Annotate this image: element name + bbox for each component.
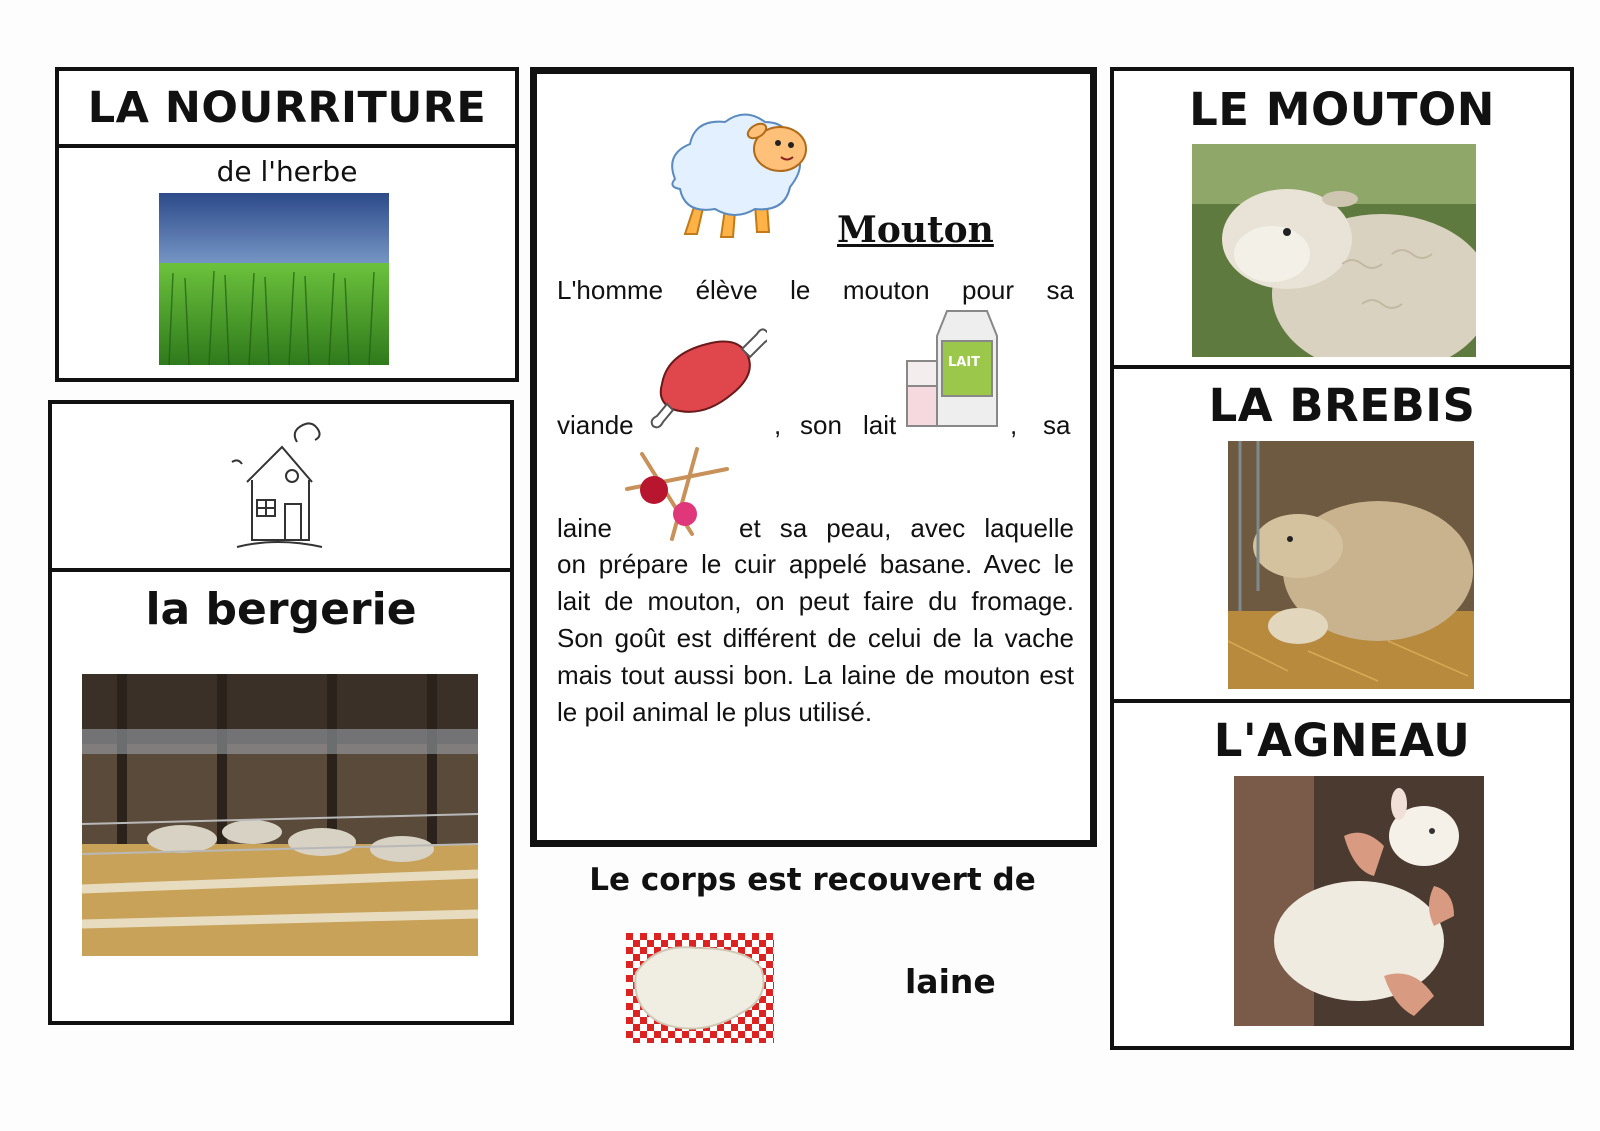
text-line-1 [557, 272, 1074, 309]
ewe-photo [1228, 441, 1474, 689]
line3-rest: et sa peau, avec laquelle [739, 513, 1074, 543]
word-laine: laine [557, 513, 612, 543]
barn-separator [52, 568, 510, 572]
agneau-title: L'AGNEAU [1213, 714, 1471, 767]
corps-caption: Le corps est recouvert de [589, 862, 1036, 898]
word-viande: viande [557, 410, 634, 440]
food-title: LA NOURRITURE [59, 71, 515, 148]
milk-carton-icon [902, 306, 1002, 431]
comma: , [1010, 410, 1018, 440]
meat-icon [647, 324, 767, 429]
word-lait: lait [863, 410, 897, 440]
word: élève [695, 275, 758, 305]
right-separator-2 [1114, 699, 1570, 703]
center-title: Mouton [837, 209, 994, 251]
grass-field-photo [159, 193, 389, 365]
comma: , [774, 410, 782, 440]
right-separator-1 [1114, 365, 1570, 369]
brebis-title: LA BREBIS [1208, 379, 1476, 432]
lamb-photo [1234, 776, 1484, 1026]
word: sa [1046, 275, 1074, 305]
barn-card [48, 400, 514, 1025]
svg-text:LAIT: LAIT [948, 355, 981, 370]
word: pour [962, 275, 1015, 305]
food-subtitle: de l'herbe [216, 155, 358, 188]
wool-yarn-icon [622, 444, 732, 544]
house-drawing-icon [227, 412, 327, 558]
barn-label: la bergerie [145, 584, 417, 635]
word: mouton [842, 275, 930, 305]
sheepfold-photo [82, 674, 478, 956]
mouton-title: LE MOUTON [1189, 83, 1495, 136]
center-text-card [530, 67, 1097, 847]
word-sa: sa [1043, 410, 1071, 440]
wool-photo [626, 933, 774, 1043]
word: L'homme [557, 275, 664, 305]
food-card [55, 67, 519, 382]
wool-label: laine [905, 962, 996, 1001]
sheep-photo [1192, 144, 1476, 357]
word: le [790, 275, 811, 305]
sheep-cartoon-icon [655, 109, 815, 239]
text-paragraph: on prépare le cuir appelé basane. Avec le lait de mouton, on peut faire du fromage. Son goût est différent de celui de la vache mais tout aussi bon. La laine de mouton est le poil animal le plus utilisé. [557, 549, 1074, 727]
word-son: son [800, 410, 842, 440]
sheep-family-card [1110, 67, 1574, 1050]
